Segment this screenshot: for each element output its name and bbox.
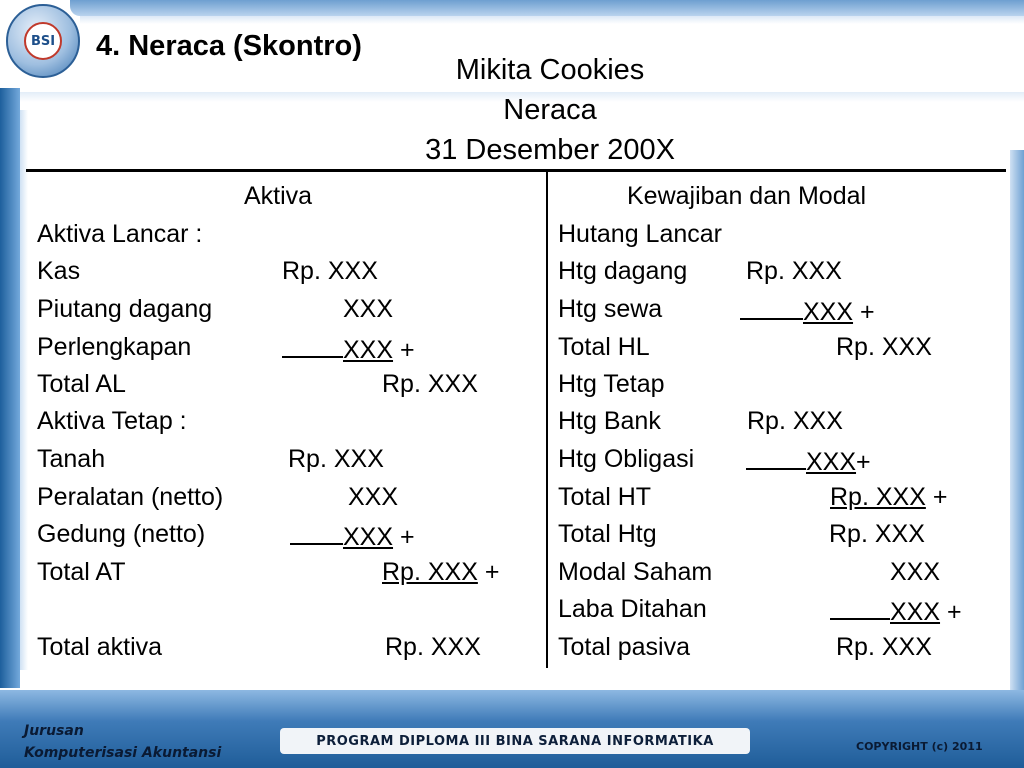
top-frame-highlight <box>80 16 1024 24</box>
footer-department <box>24 720 221 764</box>
underline-gap <box>290 519 343 545</box>
row-total-aktiva-label: Total aktiva <box>37 633 163 661</box>
row-htg-obligasi-value <box>746 444 871 477</box>
plus-sign: + <box>946 598 962 626</box>
right-heading: Kewajiban dan Modal <box>627 182 867 210</box>
row-total-at-label: Total AT <box>37 558 126 586</box>
company-name: Mikita Cookies <box>455 54 645 86</box>
row-htg-obligasi-label: Htg Obligasi <box>558 445 695 473</box>
row-htg-sewa-label: Htg sewa <box>558 295 663 323</box>
footer-dept-line2: Komputerisasi Akuntansi <box>24 745 222 761</box>
row-tanah-value: Rp. XXX <box>288 445 384 473</box>
row-perlengkapan-value <box>282 332 415 365</box>
row-laba-ditahan-label: Laba Ditahan <box>558 595 707 623</box>
row-peralatan-label: Peralatan (netto) <box>37 483 224 511</box>
underline-gap <box>282 332 343 358</box>
row-piutang-value: XXX <box>343 295 394 323</box>
underline-gap <box>830 594 890 620</box>
row-htg-bank-label: Htg Bank <box>558 407 661 435</box>
plus-sign: + <box>856 448 871 476</box>
right-fixed-label: Htg Tetap <box>558 370 665 398</box>
row-kas-label: Kas <box>37 257 81 285</box>
plus-sign: + <box>484 558 500 586</box>
row-total-al-value: Rp. XXX <box>382 370 478 398</box>
underline-gap <box>740 294 803 320</box>
underlined-value: Rp. XXX <box>382 558 478 586</box>
row-laba-ditahan-value <box>830 594 962 627</box>
underline-gap <box>746 444 806 470</box>
report-name: Neraca <box>503 94 597 126</box>
right-frame-bar <box>1010 150 1024 695</box>
row-total-ht-value <box>830 482 947 512</box>
row-kas-value: Rp. XXX <box>282 257 378 285</box>
row-tanah-label: Tanah <box>37 445 106 473</box>
left-fixed-label: Aktiva Tetap : <box>37 407 187 435</box>
row-total-hl-label: Total HL <box>558 333 650 361</box>
left-heading: Aktiva <box>244 182 313 210</box>
table-top-rule <box>26 169 1006 172</box>
footer-program: PROGRAM DIPLOMA III BINA SARANA INFORMATIKA <box>280 728 750 754</box>
plus-sign: + <box>859 298 875 326</box>
row-modal-saham-label: Modal Saham <box>558 558 713 586</box>
plus-sign: + <box>399 336 415 364</box>
right-current-label: Hutang Lancar <box>558 220 723 248</box>
underlined-value: XXX <box>890 598 941 626</box>
row-total-htg-label: Total Htg <box>558 520 657 548</box>
row-htg-dagang-label: Htg dagang <box>558 257 688 285</box>
slide-title: 4. Neraca (Skontro) <box>96 30 362 62</box>
report-date: 31 Desember 200X <box>425 134 675 166</box>
row-total-ht-label: Total HT <box>558 483 652 511</box>
row-htg-dagang-value: Rp. XXX <box>746 257 842 285</box>
underlined-value: XXX <box>343 336 394 364</box>
top-frame-bar <box>70 0 1024 16</box>
row-total-al-label: Total AL <box>37 370 126 398</box>
row-total-pasiva-label: Total pasiva <box>558 633 691 661</box>
row-total-pasiva-value: Rp. XXX <box>836 633 932 661</box>
underlined-value: XXX <box>803 298 854 326</box>
row-gedung-value <box>290 519 415 552</box>
underlined-value: XXX <box>806 448 857 476</box>
row-total-hl-value: Rp. XXX <box>836 333 932 361</box>
left-frame-highlight <box>20 110 28 670</box>
row-total-aktiva-value: Rp. XXX <box>385 633 481 661</box>
logo-text: BSI <box>30 33 56 49</box>
left-frame-bar <box>0 88 20 688</box>
footer-copyright: COPYRIGHT (c) 2011 <box>856 740 983 753</box>
row-htg-sewa-value <box>740 294 875 327</box>
underlined-value: XXX <box>343 523 394 551</box>
plus-sign: + <box>932 483 948 511</box>
row-total-htg-value: Rp. XXX <box>829 520 925 548</box>
row-perlengkapan-label: Perlengkapan <box>37 333 192 361</box>
left-current-label: Aktiva Lancar : <box>37 220 203 248</box>
table-center-rule <box>546 171 548 668</box>
row-piutang-label: Piutang dagang <box>37 295 213 323</box>
row-total-at-value <box>382 557 499 587</box>
row-htg-bank-value: Rp. XXX <box>747 407 843 435</box>
row-modal-saham-value: XXX <box>890 558 941 586</box>
underlined-value: Rp. XXX <box>830 483 926 511</box>
row-gedung-label: Gedung (netto) <box>37 520 206 548</box>
plus-sign: + <box>399 523 415 551</box>
footer-dept-line1: Jurusan <box>24 723 84 739</box>
row-peralatan-value: XXX <box>348 483 399 511</box>
